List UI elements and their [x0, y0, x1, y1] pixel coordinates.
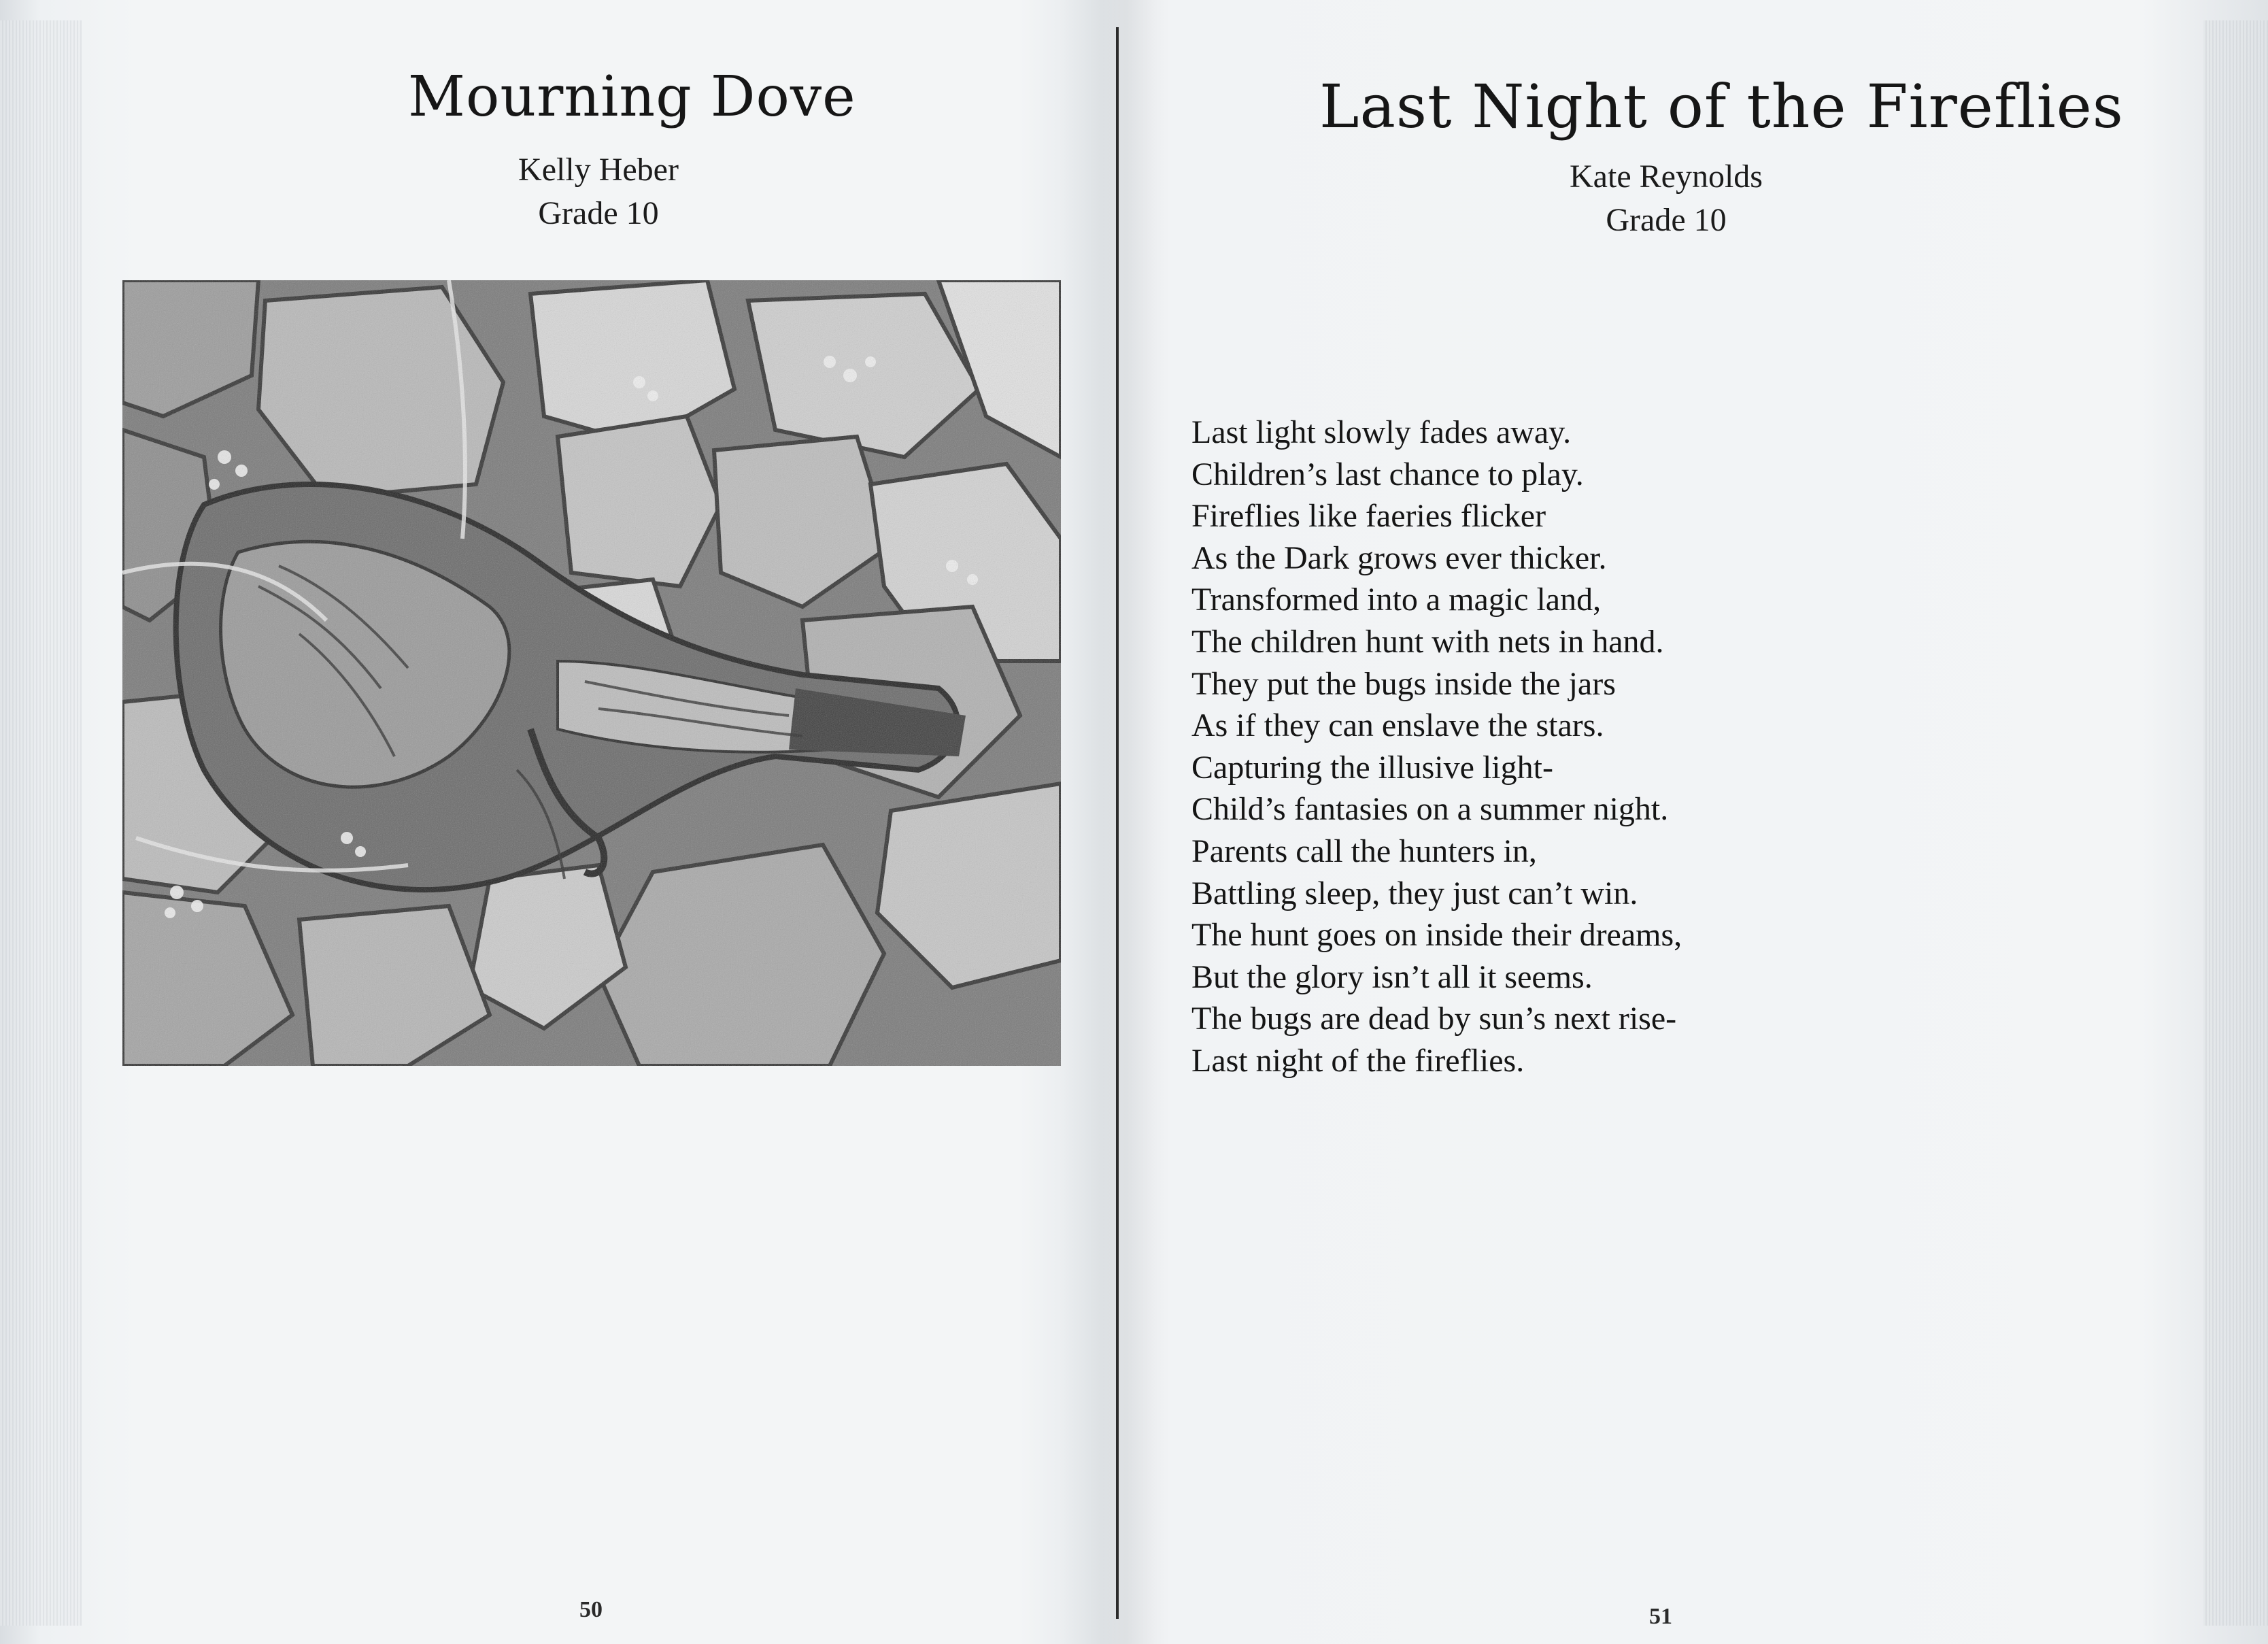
poem-line: As the Dark grows ever thicker.	[1191, 539, 1607, 576]
left-page-byline	[462, 148, 734, 235]
poem-line: Battling sleep, they just can’t win.	[1191, 875, 1638, 911]
mourning-dove-photo	[122, 280, 1061, 1066]
poem-line: As if they can enslave the stars.	[1191, 707, 1604, 744]
poem-line: The children hunt with nets in hand.	[1191, 623, 1664, 660]
right-page-title: Last Night of the Fireflies	[1319, 71, 2124, 141]
poem-line: The bugs are dead by sun’s next rise-	[1191, 1001, 1677, 1037]
right-page-edges	[2203, 20, 2268, 1626]
right-page-byline	[1523, 155, 1809, 242]
poem-line: Last night of the fireflies.	[1191, 1042, 1525, 1079]
poem-line: They put the bugs inside the jars	[1191, 665, 1616, 702]
poem-line: Parents call the hunters in,	[1191, 833, 1537, 869]
poem-line: Fireflies like faeries flicker	[1191, 498, 1546, 535]
poem-line: But the glory isn’t all it seems.	[1191, 958, 1593, 995]
right-page-grade: Grade 10	[1606, 202, 1727, 238]
left-page-author: Kelly Heber	[518, 152, 679, 188]
left-page-edges	[0, 20, 82, 1626]
poem-line: The hunt goes on inside their dreams,	[1191, 917, 1682, 954]
right-page-author: Kate Reynolds	[1570, 158, 1763, 195]
poem-line: Child’s fantasies on a summer night.	[1191, 791, 1669, 828]
poem-line: Children’s last chance to play.	[1191, 456, 1584, 492]
photo-illustration	[122, 280, 1061, 1066]
left-page-title: Mourning Dove	[408, 65, 856, 129]
left-page-grade: Grade 10	[538, 195, 659, 231]
gutter-shadow	[1061, 0, 1170, 1644]
poem-line: Transformed into a magic land,	[1191, 582, 1602, 618]
poem-line: Capturing the illusive light-	[1191, 749, 1553, 786]
book-spine-line	[1116, 27, 1119, 1619]
poem-body	[1191, 412, 1682, 1082]
left-page-number: 50	[579, 1597, 603, 1622]
right-page-number: 51	[1649, 1604, 1672, 1629]
poem-line: Last light slowly fades away.	[1191, 414, 1572, 450]
